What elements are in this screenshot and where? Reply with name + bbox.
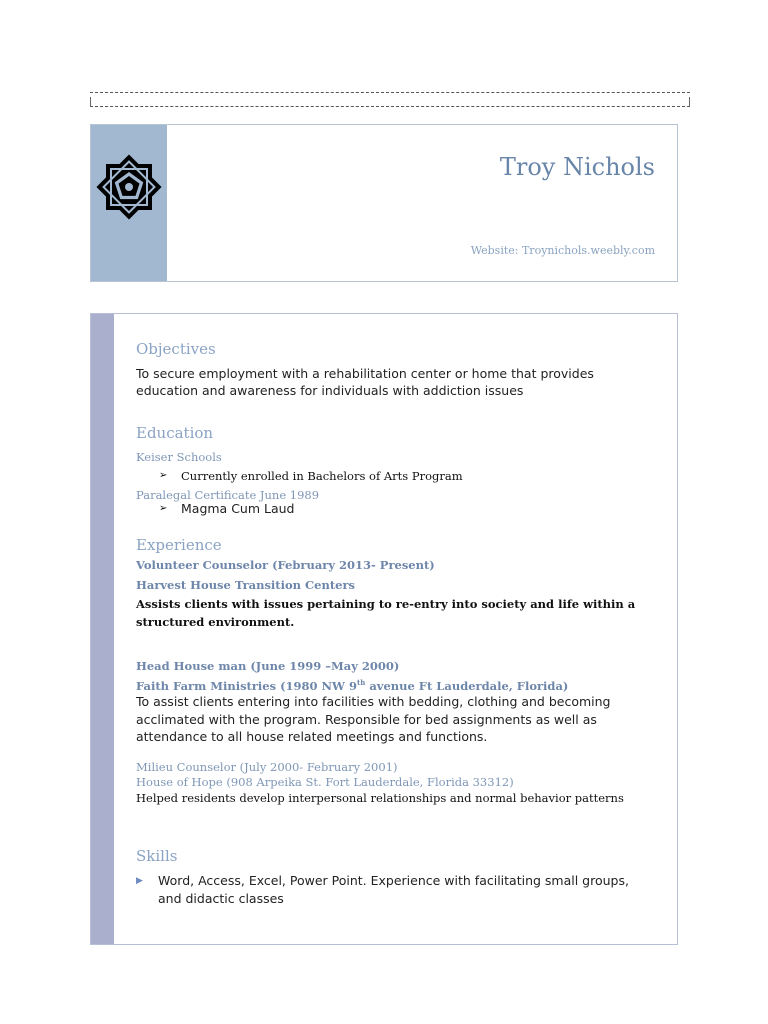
job-2-description-line-1: To assist clients entering into facilities with bedding, clothing and becoming	[136, 694, 611, 709]
education-school-2: Paralegal Certificate June 1989	[136, 488, 320, 502]
star-emblem-icon	[93, 149, 165, 225]
education-item-1: Currently enrolled in Bachelors of Arts Program	[181, 469, 463, 483]
job-1-title: Volunteer Counselor (February 2013- Present)	[136, 558, 435, 572]
job-2-description-line-3: attendance to all house related meetings and functions.	[136, 729, 488, 744]
education-school-1: Keiser Schools	[136, 450, 222, 464]
objectives-line-2: education and awareness for individuals with addiction issues	[136, 383, 524, 398]
objectives-heading: Objectives	[136, 340, 216, 358]
job-2-organization: Faith Farm Ministries (1980 NW 9th avenue Ft Lauderdale, Florida)	[136, 678, 569, 693]
person-name: Troy Nichols	[499, 153, 655, 181]
body-accent-bar	[91, 314, 114, 944]
job-3-organization: House of Hope (908 Arpeika St. Fort Lauderdale, Florida 33312)	[136, 775, 514, 789]
header-card	[90, 124, 678, 282]
skills-line-2: and didactic classes	[158, 891, 284, 906]
triangle-bullet-icon: ▶	[136, 876, 143, 886]
job-3-description: Helped residents develop interpersonal relationships and normal behavior patterns	[136, 791, 624, 805]
top-dashed-rule	[90, 92, 690, 93]
job-1-organization: Harvest House Transition Centers	[136, 578, 355, 592]
job-2-title: Head House man (June 1999 –May 2000)	[136, 659, 400, 673]
website-text: Website: Troynichols.weebly.com	[470, 244, 655, 257]
skills-heading: Skills	[136, 847, 178, 865]
experience-heading: Experience	[136, 536, 222, 554]
job-2-description-line-2: acclimated with the program. Responsible for bed assignments as well as	[136, 712, 597, 727]
education-item-2: Magma Cum Laud	[181, 501, 295, 516]
resume-body-card	[90, 313, 678, 945]
job-3-title: Milieu Counselor (July 2000- February 2001)	[136, 760, 398, 774]
header-placeholder-box	[90, 97, 690, 107]
education-heading: Education	[136, 424, 214, 442]
arrow-bullet-icon: ➢	[159, 503, 168, 514]
arrow-bullet-icon: ➢	[159, 470, 168, 481]
objectives-line-1: To secure employment with a rehabilitation center or home that provides	[136, 366, 594, 381]
job-1-description-line-2: structured environment.	[136, 615, 295, 629]
job-1-description-line-1: Assists clients with issues pertaining to re-entry into society and life within a	[136, 597, 636, 611]
skills-line-1: Word, Access, Excel, Power Point. Experience with facilitating small groups,	[158, 873, 629, 888]
